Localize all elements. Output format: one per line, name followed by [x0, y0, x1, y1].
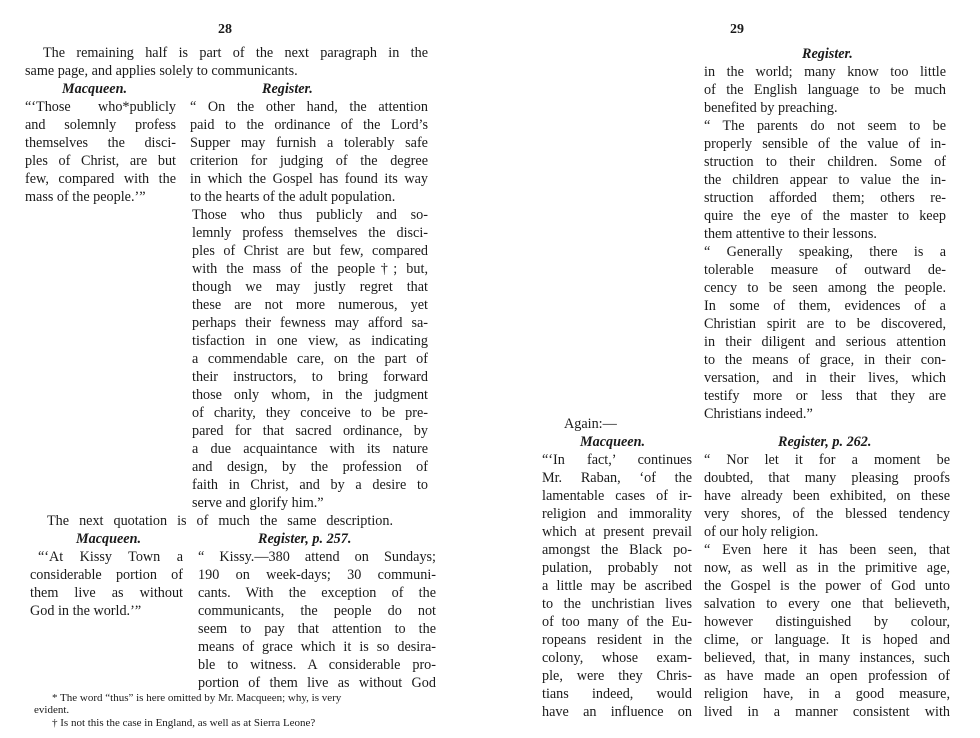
- column-heading-register: Register, p. 257.: [258, 531, 352, 547]
- column-heading-register: Register, p. 262.: [778, 434, 872, 450]
- page-number: 29: [730, 22, 744, 37]
- footnote: evident.: [34, 704, 70, 716]
- column-heading-macqueen: Macqueen.: [580, 434, 646, 450]
- intro-line: same page, and applies solely to communicants.: [25, 63, 298, 79]
- intro-line: The remaining half is part of the next paragraph in the: [43, 45, 428, 61]
- footnote: * The word “thus” is here omitted by Mr. Macqueen; why, is very: [52, 692, 342, 704]
- right-page: 29 Register. in the world; many know too little of the English language to be much benefited by preaching. “ The parents do not seem to be properly sensible of the value of in- struction to their children. Some of the children appear to value the in- struction afforded them; others re- quire the eye of the master to keep them attentive to their lessons. “ Generally speaking, there is a tolerable measure of outward de- cency to be seen among the people. In some of them, evidences of a Christian spirit are to be discovered, in their diligent and serious attention to the means of grace, in their con- versation, and in their lives, which testify more or less that they are Christians indeed.” Again:— Macqueen. Register, p. 262. “‘In fact,’ continues Mr. Raban, ‘of the lamentable cases of ir- religion and immorality which at present prevail amongst the Black po- pulation, probably not a little may be ascribed to the unchristian lives of too many of the Eu- ropeans resident in the colony, whose exam- ple, were they Chris- tians indeed, would have an influence on “ Nor let it for a moment be doubted, that many pleasing proofs have already been exhibited, on these very shores, of the blessed tendency of our holy religion. “ Even here it has been seen, that now, as well as in the primitive age, the Gospel is the power of God unto salvation to every one that believeth, however distinguished by colour, clime, or language. It is hoped and believed, that, in many instances, such as have made an open profession of religion have, in a good measure, lived in a manner consistent with: [542, 22, 950, 720]
- column-heading-macqueen: Macqueen.: [62, 81, 128, 97]
- footnote: † Is not this the case in England, as well as at Sierra Leone?: [52, 717, 316, 729]
- column-heading-register: Register.: [262, 81, 313, 97]
- page-number: 28: [218, 22, 232, 37]
- column-heading-register: Register.: [802, 46, 853, 62]
- transition-line: Again:—: [564, 416, 617, 432]
- left-page: 28 The remaining half is part of the next paragraph in the same page, and applies solely to communicants. Macqueen. Register. “‘Those who*publicly and solemnly profess themselves the disci- ples of Christ, are but few, compared with the mass of the people.’” “ On the other hand, the attention paid to the ordinance of the Lord’s Supper may furnish a tolerably safe criterion for judging of the degree in which the Gospel has found its way to the hearts of the adult population. Those who thus publicly and so- lemnly profess themselves the disci- ples of Christ are but few, compared with the mass of the people†; but, though we may justly regret that these are not more numerous, yet perhaps their fewness may afford sa- tisfaction in one view, as indicating a commendable care, on the part of their instructors, to bring forward those only whom, in the judgment of charity, they conceive to be pre- pared for that sacred ordinance, by a due acquaintance with its nature and design, by the profession of faith in Christ, and by a desire to serve and glorify him.” The next quotation is of much the same description. Macqueen. Register, p. 257. “‘At Kissy Town a considerable portion of them live as without God in the world.’” “ Kissy.—380 attend on Sundays; 190 on week-days; 30 communi- cants. With the exception of the communicants, the people do not seem to pay that attention to the means of grace which it is so desira- ble to witness. A considerable pro- portion of them live as without God * The word “thus” is here omitted by Mr. Macqueen; why, is very evident. † Is not this the case in England, as well as at Sierra Leone?: [25, 22, 436, 729]
- column-heading-macqueen: Macqueen.: [76, 531, 142, 547]
- transition-line: The next quotation is of much the same description.: [47, 513, 393, 529]
